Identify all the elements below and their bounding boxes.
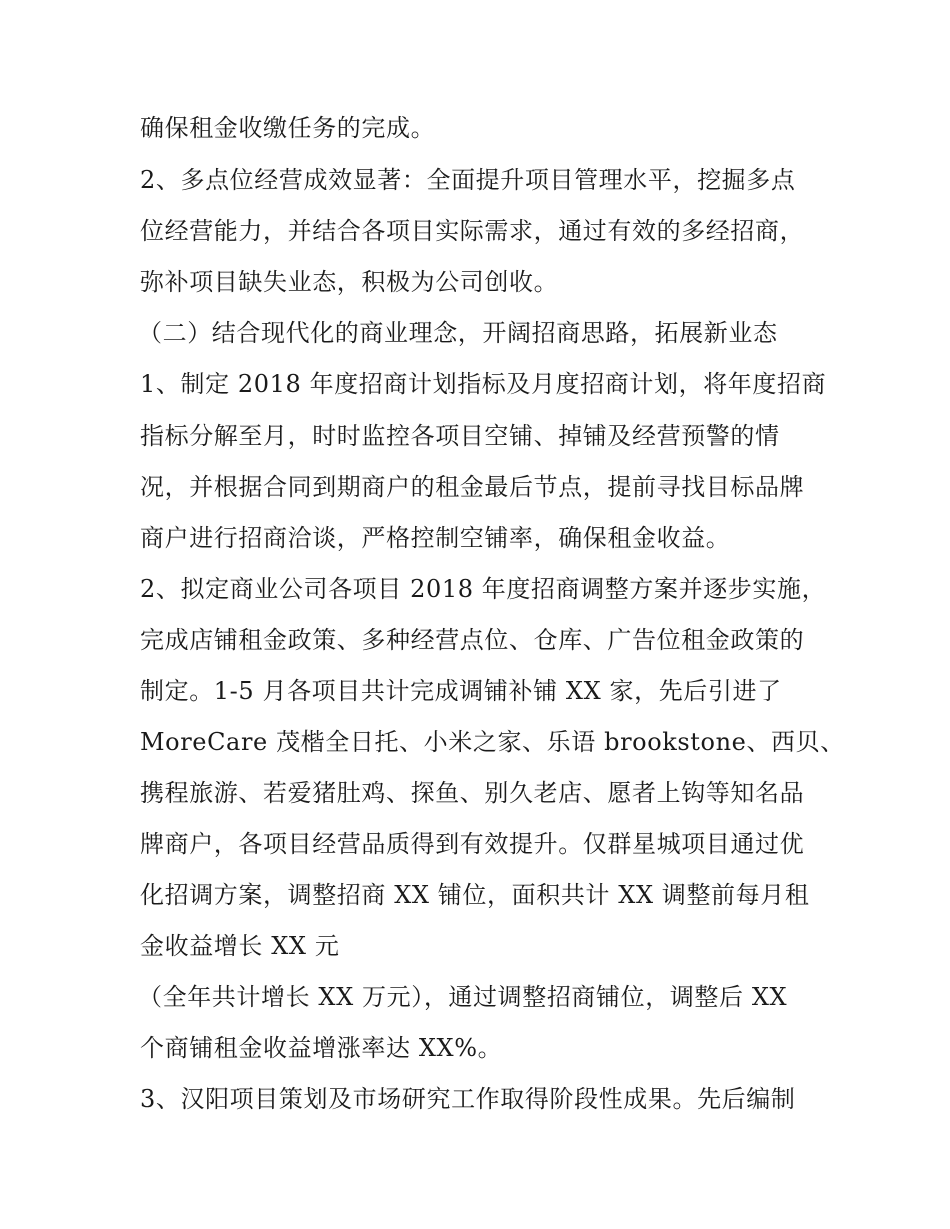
text-line: 化招调方案，调整招商 XX 铺位，面积共计 XX 调整前每月租 xyxy=(140,881,810,909)
text-line: 况，并根据合同到期商户的租金最后节点，提前寻找目标品牌 xyxy=(140,473,805,501)
text-line: 制定。1-5 月各项目共计完成调铺补铺 XX 家，先后引进了 xyxy=(140,677,782,705)
section-heading: （二）结合现代化的商业理念，开阔招商思路，拓展新业态 xyxy=(138,319,778,347)
text-line: 商户进行招商洽谈，严格控制空铺率，确保租金收益。 xyxy=(140,524,731,552)
text-line: 弥补项目缺失业态，积极为公司创收。 xyxy=(140,268,559,296)
text-line: 3、汉阳项目策划及市场研究工作取得阶段性成果。先后编制 xyxy=(140,1085,796,1113)
text-line: 确保租金收缴任务的完成。 xyxy=(140,114,436,142)
text-line: 个商铺租金收益增涨率达 XX%。 xyxy=(140,1034,503,1062)
text-line: 指标分解至月，时时监控各项目空铺、掉铺及经营预警的情 xyxy=(140,422,780,450)
text-line: 2、多点位经营成效显著：全面提升项目管理水平，挖掘多点 xyxy=(140,166,796,194)
text-line: 牌商户，各项目经营品质得到有效提升。仅群星城项目通过优 xyxy=(140,830,805,858)
text-line: 1、制定 2018 年度招商计划指标及月度招商计划，将年度招商 xyxy=(140,370,827,398)
text-line: 2、拟定商业公司各项目 2018 年度招商调整方案并逐步实施， xyxy=(140,575,827,603)
text-line: 位经营能力，并结合各项目实际需求，通过有效的多经招商， xyxy=(140,217,805,245)
text-line: 携程旅游、若爱猪肚鸡、探鱼、别久老店、愿者上钩等知名品 xyxy=(140,779,805,807)
text-line: 金收益增长 XX 元 xyxy=(140,932,340,960)
text-line: 完成店铺租金政策、多种经营点位、仓库、广告位租金政策的 xyxy=(140,626,805,654)
text-line: （全年共计增长 XX 万元），通过调整招商铺位，调整后 XX xyxy=(138,983,788,1011)
text-line: MoreCare 茂楷全日托、小米之家、乐语 brookstone、西贝、 xyxy=(140,728,845,756)
